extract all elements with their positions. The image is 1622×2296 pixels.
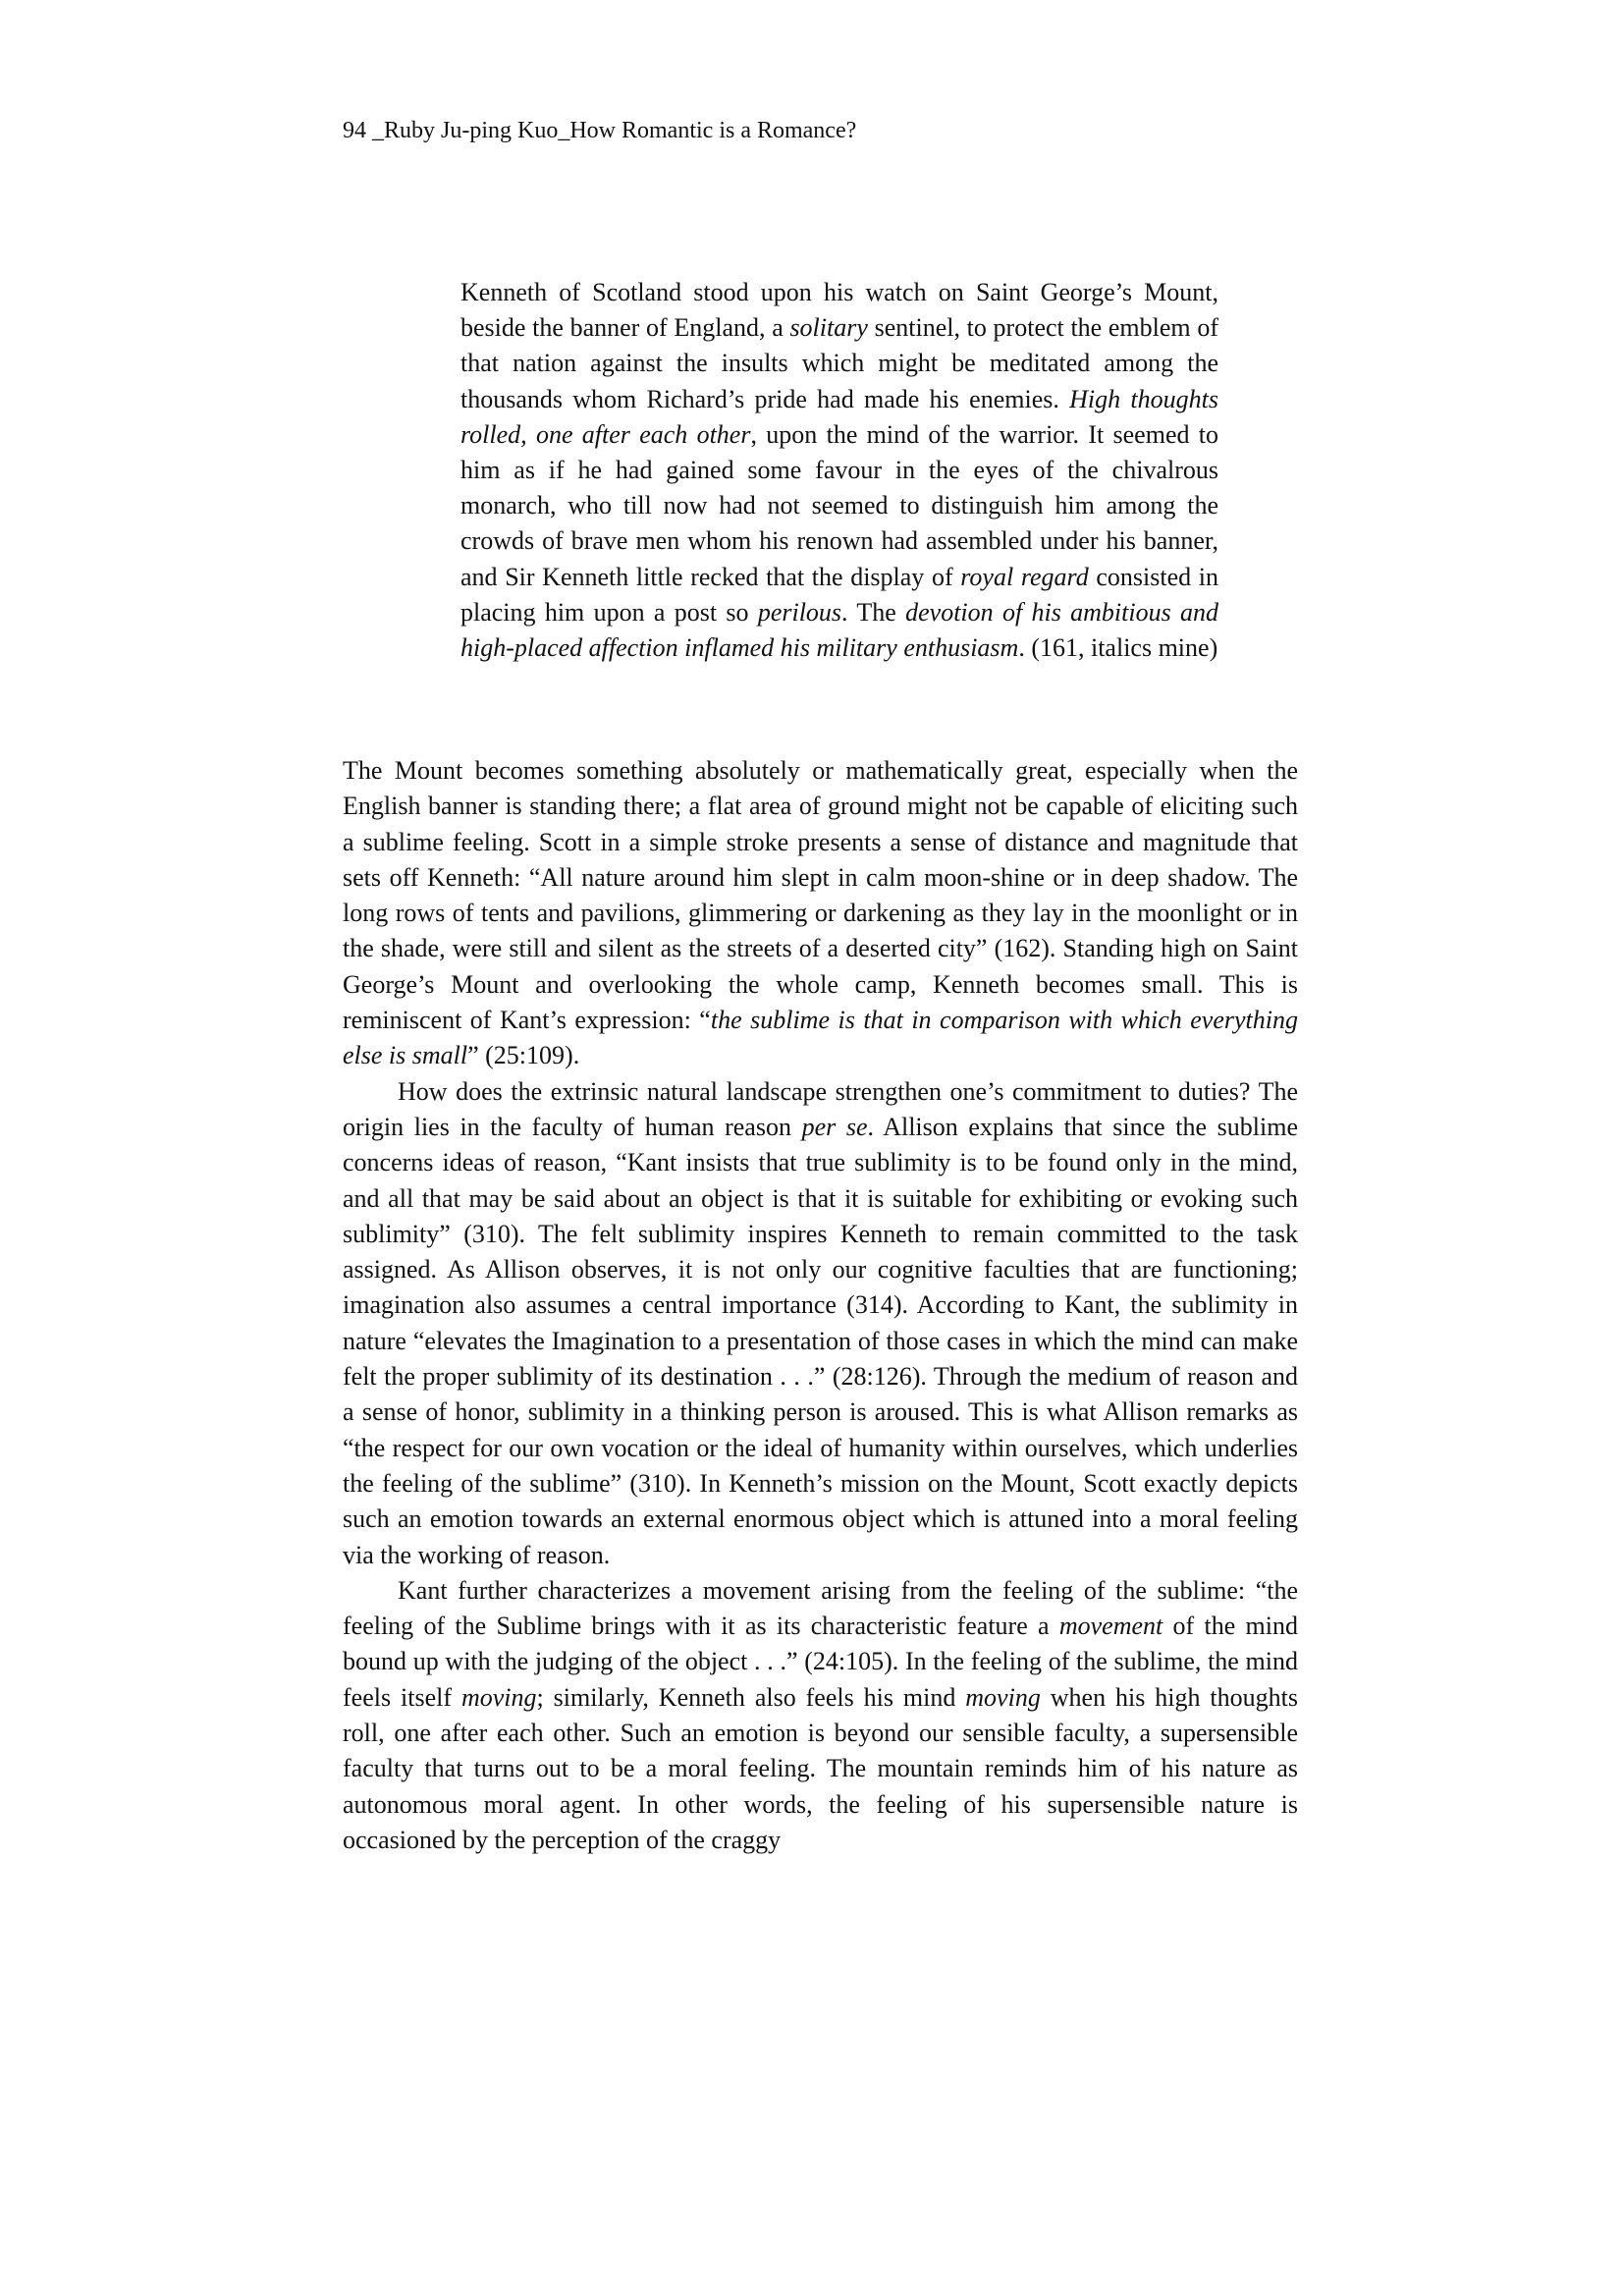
quote-emphasis: devotion of his ambitious and high-placed affection inflamed his military enthusiasm — [460, 597, 1218, 663]
paragraph-emphasis: moving — [460, 1682, 537, 1712]
paragraph-text: of the mind bound up with the judging of the object . . .” (24:105). In the feeling of the sublime, the mind feels itself — [343, 1612, 1298, 1712]
paragraph-text: The Mount becomes something absolutely or mathematically great, especially when the English banner is standing there; a flat area of ground might not be capable of eliciting such a sublime feeling. Scott in a simple stroke presents a sense of distance and magnitude that sets off Kenneth: “All nature around him slept in calm moon-shine or in deep shadow. The long rows of tents and pavilions, glimmering or darkening as they lay in the moonlight or in the shade, were still and silent as the streets of a deserted city” (162). Standing high on Saint George’s Mount and overlooking the whole camp, Kenneth becomes small. This is reminiscent of Kant’s expression: “ — [343, 756, 1298, 1035]
paragraph-text: Kant further characterizes a movement arising from the feeling of the sublime: “the feeling of the Sublime brings with it as its characteristic feature a — [343, 1575, 1298, 1641]
quote-text: consisted in placing him upon a post so — [460, 562, 1218, 627]
paragraph-emphasis: per se — [801, 1112, 868, 1141]
quote-text: sentinel, to protect the emblem of that nation against the insults which might be meditated among the thousands whom Richard’s pride had made his enemies. — [460, 313, 1218, 413]
block-quote — [460, 275, 1218, 666]
paragraph-text: ” (25:109). — [467, 1041, 580, 1070]
body-text — [343, 753, 1298, 1858]
running-head: 94 _Ruby Ju-ping Kuo_How Romantic is a Romance? — [343, 118, 857, 143]
quote-text: , upon the mind of the warrior. It seemed to him as if he had gained some favour in the eyes of the chivalrous monarch, who till now had not seemed to distinguish him among the crowds of brave men whom his renown had assembled under his banner, and Sir Kenneth little recked that the display of — [460, 419, 1219, 591]
paragraph-1 — [343, 753, 1298, 1074]
quote-text: . The — [841, 597, 906, 627]
quote-emphasis: solitary — [789, 313, 868, 343]
quote-emphasis: perilous — [757, 597, 842, 627]
paragraph-text: ; similarly, Kenneth also feels his mind — [536, 1682, 966, 1712]
quote-citation: . (161, italics mine) — [1018, 633, 1218, 663]
paragraph-text: How does the extrinsic natural landscape strengthen one’s commitment to duties? The origin lies in the faculty of human reason — [343, 1076, 1298, 1141]
paragraph-3 — [343, 1573, 1298, 1858]
paragraph-emphasis: moving — [965, 1682, 1041, 1712]
paragraph-emphasis: movement — [1058, 1612, 1163, 1641]
paragraph-text: . Allison explains that since the sublime concerns ideas of reason, “Kant insists that true sublimity is to be found only in the mind, and all that may be said about an object is that it is suitable for exhibiting or evoking such sublimity” (310). The felt sublimity inspires Kenneth to remain committed to the task assigned. As Allison observes, it is not only our cognitive faculties that are functioning; imagination also assumes a central importance (314). According to Kant, the sublimity in nature “elevates the Imagination to a presentation of those cases in which the mind can make felt the proper sublimity of its destination . . .” (28:126). Through the medium of reason and a sense of honor, sublimity in a thinking person is aroused. This is what Allison remarks as “the respect for our own vocation or the ideal of humanity within ourselves, which underlies the feeling of the sublime” (310). In Kenneth’s mission on the Mount, Scott exactly depicts such an emotion towards an external enormous object which is attuned into a moral feeling via the working of reason. — [343, 1112, 1298, 1569]
quote-emphasis: High thoughts rolled, one after each other — [460, 384, 1218, 449]
paragraph-2 — [343, 1074, 1298, 1573]
paragraph-emphasis: the sublime is that in comparison with which everything else is small — [343, 1006, 1298, 1070]
paragraph-text: when his high thoughts roll, one after each other. Such an emotion is beyond our sensible faculty, a supersensible faculty that turns out to be a moral feeling. The mountain reminds him of his nature as autonomous moral agent. In other words, the feeling of his supersensible nature is occasioned by the perception of the craggy — [343, 1682, 1298, 1854]
quote-text: Kenneth of Scotland stood upon his watch on Saint George’s Mount, beside the banner of England, a — [460, 278, 1218, 343]
quote-emphasis: royal regard — [960, 562, 1089, 591]
